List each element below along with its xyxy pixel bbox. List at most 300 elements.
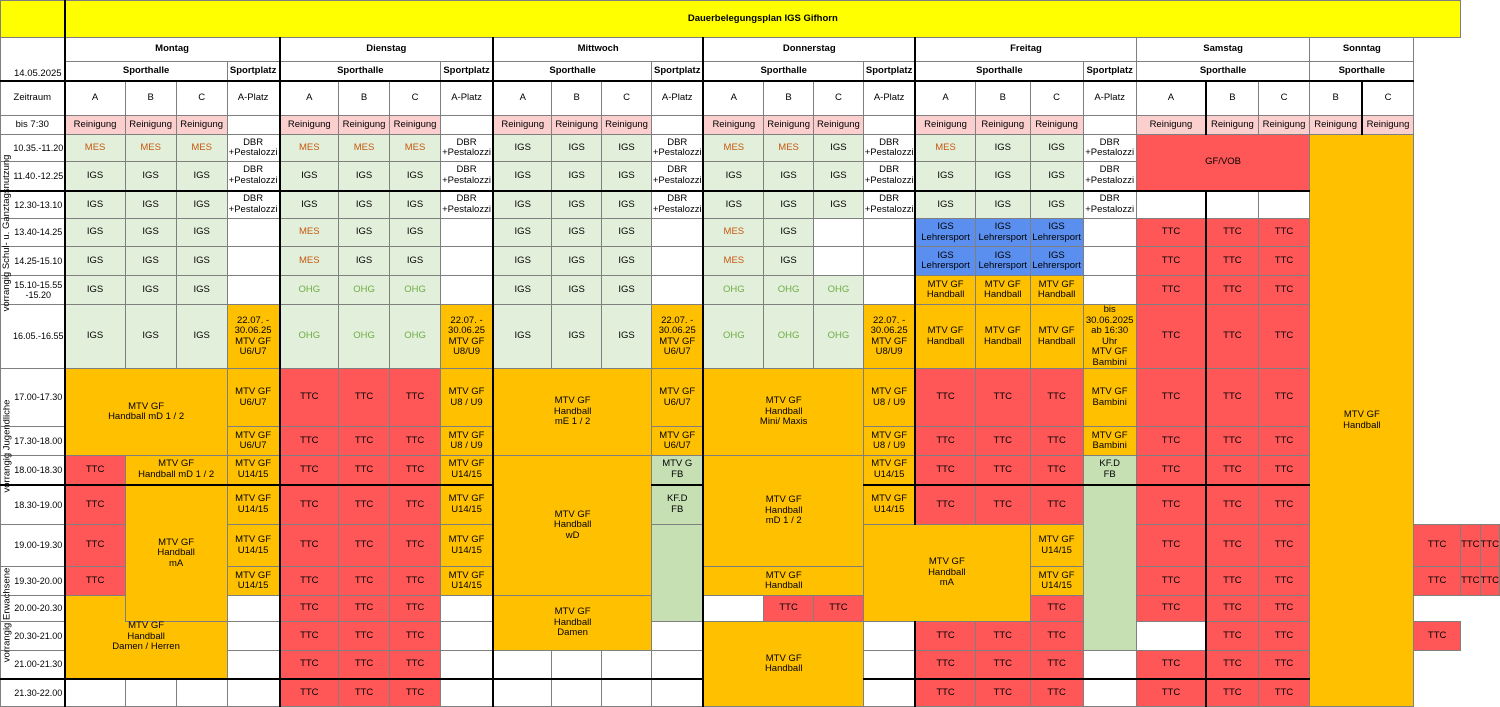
cell-mtv-u1415[interactable]: MTV GF U14/15 xyxy=(864,485,916,525)
day-dienstag[interactable]: Dienstag xyxy=(280,38,493,62)
cell-dbr[interactable]: DBR +Pestalozzi xyxy=(864,162,916,191)
cell-igs[interactable]: IGS xyxy=(339,247,390,276)
cell-mes[interactable]: MES xyxy=(703,135,764,162)
venue-sportplatz[interactable]: Sportplatz xyxy=(1083,62,1136,81)
reinigung-cell[interactable]: Reinigung xyxy=(1136,116,1206,135)
cell-igs[interactable]: IGS xyxy=(552,305,601,369)
cell-sportplatz-u8u9[interactable]: 22.07. - 30.06.25 MTV GF U8/U9 xyxy=(441,305,493,369)
cell-ttc[interactable]: TTC xyxy=(1136,427,1206,456)
cell-ttc[interactable]: TTC xyxy=(1258,369,1310,427)
cell-ttc[interactable]: TTC xyxy=(390,369,441,427)
cell-igs[interactable]: IGS xyxy=(390,191,441,219)
empty-cell[interactable] xyxy=(227,596,279,622)
cell-ttc[interactable]: TTC xyxy=(1030,679,1083,707)
cell-igs[interactable]: IGS xyxy=(176,219,227,247)
empty-cell[interactable] xyxy=(493,679,552,707)
cell-mes[interactable]: MES xyxy=(764,135,813,162)
time-bis730[interactable]: bis 7:30 xyxy=(1,116,65,135)
cell-igs[interactable]: IGS xyxy=(975,135,1030,162)
cell-ttc[interactable]: TTC xyxy=(1136,596,1206,622)
cell-gf-vob[interactable]: GF/VOB xyxy=(1136,135,1310,191)
reinigung-cell[interactable]: Reinigung xyxy=(552,116,601,135)
time-slot[interactable]: 14.25-15.10 xyxy=(1,247,65,276)
cell-igs[interactable]: IGS xyxy=(764,219,813,247)
cell-ttc[interactable]: TTC xyxy=(1258,247,1310,276)
cell-igs[interactable]: IGS xyxy=(125,247,176,276)
court-a[interactable]: A xyxy=(65,81,126,116)
reinigung-cell[interactable]: Reinigung xyxy=(493,116,552,135)
cell-ttc[interactable]: TTC xyxy=(915,427,975,456)
cell-igs[interactable]: IGS xyxy=(552,276,601,305)
cell-sportplatz-u6u7[interactable]: 22.07. - 30.06.25 MTV GF U6/U7 xyxy=(227,305,279,369)
cell-mtv-handball[interactable]: MTV GF Handball xyxy=(915,276,975,305)
court-c[interactable]: C xyxy=(1030,81,1083,116)
cell-mes[interactable]: MES xyxy=(390,135,441,162)
cell-igs[interactable]: IGS xyxy=(601,162,651,191)
cell-mes[interactable]: MES xyxy=(703,219,764,247)
empty-cell[interactable] xyxy=(552,651,601,679)
cell-ttc[interactable]: TTC xyxy=(390,596,441,622)
cell-mtv-u8u9[interactable]: MTV GF U8 / U9 xyxy=(441,369,493,427)
cell-mtv-u6u7[interactable]: MTV GF U6/U7 xyxy=(227,369,279,427)
reinigung-cell[interactable]: Reinigung xyxy=(176,116,227,135)
cell-igs[interactable]: IGS xyxy=(552,219,601,247)
empty-cell[interactable] xyxy=(601,651,651,679)
cell-dbr[interactable]: DBR +Pestalozzi xyxy=(652,135,704,162)
cell-igs-lehrersport[interactable]: IGS Lehrersport xyxy=(1030,219,1083,247)
cell-ttc[interactable]: TTC xyxy=(280,369,339,427)
cell-ttc[interactable]: TTC xyxy=(1258,567,1310,596)
cell-mtv-handball[interactable]: MTV GF Handball xyxy=(1030,305,1083,369)
cell-ttc[interactable]: TTC xyxy=(65,567,126,596)
court-aplatz[interactable]: A-Platz xyxy=(652,81,704,116)
empty-cell[interactable] xyxy=(441,596,493,622)
cell-ttc[interactable]: TTC xyxy=(1206,679,1258,707)
cell-ttc[interactable]: TTC xyxy=(339,651,390,679)
cell-mtv-u1415[interactable]: MTV GF U14/15 xyxy=(441,567,493,596)
venue-sportplatz[interactable]: Sportplatz xyxy=(227,62,279,81)
empty-cell[interactable] xyxy=(864,247,916,276)
court-a[interactable]: A xyxy=(703,81,764,116)
cell-ohg[interactable]: OHG xyxy=(280,305,339,369)
cell-ttc[interactable]: TTC xyxy=(1136,679,1206,707)
cell-ohg[interactable]: OHG xyxy=(703,276,764,305)
time-slot[interactable]: 15.10-15.55 -15.20 xyxy=(1,276,65,305)
reinigung-cell[interactable]: Reinigung xyxy=(915,116,975,135)
empty-cell[interactable] xyxy=(227,116,279,135)
empty-cell[interactable] xyxy=(864,276,916,305)
reinigung-cell[interactable]: Reinigung xyxy=(1258,116,1310,135)
cell-igs[interactable]: IGS xyxy=(552,135,601,162)
empty-cell[interactable] xyxy=(176,679,227,707)
day-samstag[interactable]: Samstag xyxy=(1136,38,1310,62)
cell-ttc[interactable]: TTC xyxy=(1206,305,1258,369)
cell-mes[interactable]: MES xyxy=(176,135,227,162)
cell-mtv-handball[interactable]: MTV GF Handball xyxy=(975,305,1030,369)
court-b[interactable]: B xyxy=(975,81,1030,116)
cell-ttc[interactable]: TTC xyxy=(1414,525,1461,567)
cell-kfd-fb[interactable]: KF.D FB xyxy=(1083,456,1136,485)
time-slot[interactable]: 20.30-21.00 xyxy=(1,622,65,651)
cell-dbr[interactable]: DBR +Pestalozzi xyxy=(441,135,493,162)
cell-mtv-u1415[interactable]: MTV GF U14/15 xyxy=(864,456,916,485)
cell-igs[interactable]: IGS xyxy=(1030,162,1083,191)
reinigung-cell[interactable]: Reinigung xyxy=(125,116,176,135)
cell-ohg[interactable]: OHG xyxy=(764,276,813,305)
time-slot[interactable]: 10.35.-11.20 xyxy=(1,135,65,162)
cell-ttc[interactable]: TTC xyxy=(1030,456,1083,485)
cell-mes[interactable]: MES xyxy=(65,135,126,162)
sheet-title[interactable]: Dauerbelegungsplan IGS Gifhorn xyxy=(65,1,1461,38)
time-slot[interactable]: 21.30-22.00 xyxy=(1,679,65,707)
cell-dbr[interactable]: DBR +Pestalozzi xyxy=(441,162,493,191)
cell-ttc[interactable]: TTC xyxy=(1206,369,1258,427)
cell-ttc[interactable]: TTC xyxy=(1258,305,1310,369)
cell-igs[interactable]: IGS xyxy=(176,247,227,276)
time-slot[interactable]: 17.00-17.30 xyxy=(1,369,65,427)
court-b[interactable]: B xyxy=(764,81,813,116)
cell-igs[interactable]: IGS xyxy=(915,162,975,191)
day-freitag[interactable]: Freitag xyxy=(915,38,1136,62)
zeitraum-label[interactable]: Zeitraum xyxy=(1,81,65,116)
empty-cell[interactable] xyxy=(864,219,916,247)
cell-ttc[interactable]: TTC xyxy=(1206,219,1258,247)
cell-igs[interactable]: IGS xyxy=(493,305,552,369)
cell-mtv-u6u7[interactable]: MTV GF U6/U7 xyxy=(652,427,704,456)
cell-ttc[interactable]: TTC xyxy=(1480,567,1499,596)
court-b[interactable]: B xyxy=(1310,81,1362,116)
empty-cell[interactable] xyxy=(1083,219,1136,247)
cell-igs[interactable]: IGS xyxy=(339,219,390,247)
cell-ttc[interactable]: TTC xyxy=(975,456,1030,485)
cell-do-md[interactable]: MTV GF Handball mD 1 / 2 xyxy=(703,456,863,567)
cell-ttc[interactable]: TTC xyxy=(764,596,813,622)
cell-dbr[interactable]: DBR +Pestalozzi xyxy=(1083,191,1136,219)
cell-igs-lehrersport[interactable]: IGS Lehrersport xyxy=(915,219,975,247)
cell-ttc[interactable]: TTC xyxy=(1136,276,1206,305)
reinigung-cell[interactable]: Reinigung xyxy=(339,116,390,135)
cell-igs[interactable]: IGS xyxy=(764,191,813,219)
court-b[interactable]: B xyxy=(552,81,601,116)
cell-ohg[interactable]: OHG xyxy=(390,276,441,305)
reinigung-cell[interactable]: Reinigung xyxy=(703,116,764,135)
cell-igs[interactable]: IGS xyxy=(339,191,390,219)
cell-igs[interactable]: IGS xyxy=(1030,191,1083,219)
cell-ttc[interactable]: TTC xyxy=(1136,525,1206,567)
cell-igs[interactable]: IGS xyxy=(703,191,764,219)
cell-igs-lehrersport[interactable]: IGS Lehrersport xyxy=(1030,247,1083,276)
cell-ohg[interactable]: OHG xyxy=(390,305,441,369)
cell-mi-damen[interactable]: MTV GF Handball Damen xyxy=(493,596,652,651)
cell-ohg[interactable]: OHG xyxy=(339,276,390,305)
cell-mtv-handball[interactable]: MTV GF Handball xyxy=(1030,276,1083,305)
cell-ttc[interactable]: TTC xyxy=(1258,276,1310,305)
cell-ttc[interactable]: TTC xyxy=(339,622,390,651)
cell-ttc[interactable]: TTC xyxy=(339,596,390,622)
court-a[interactable]: A xyxy=(493,81,552,116)
cell-ttc[interactable]: TTC xyxy=(280,567,339,596)
empty-cell[interactable] xyxy=(703,596,764,622)
cell-ttc[interactable]: TTC xyxy=(1030,369,1083,427)
cell-dbr[interactable]: DBR +Pestalozzi xyxy=(227,162,279,191)
cell-igs[interactable]: IGS xyxy=(764,247,813,276)
cell-ttc[interactable]: TTC xyxy=(280,525,339,567)
empty-cell[interactable] xyxy=(864,651,916,679)
court-a[interactable]: A xyxy=(915,81,975,116)
cell-ttc[interactable]: TTC xyxy=(339,456,390,485)
time-slot[interactable]: 19.00-19.30 xyxy=(1,525,65,567)
court-b[interactable]: B xyxy=(125,81,176,116)
time-slot[interactable]: 21.00-21.30 xyxy=(1,651,65,679)
cell-ttc[interactable]: TTC xyxy=(975,369,1030,427)
cell-ttc[interactable]: TTC xyxy=(390,485,441,525)
cell-mo-damen-herren[interactable]: MTV GF Handball Damen / Herren xyxy=(65,596,228,679)
cell-mes[interactable]: MES xyxy=(280,219,339,247)
cell-ttc[interactable]: TTC xyxy=(975,679,1030,707)
cell-ttc[interactable]: TTC xyxy=(915,485,975,525)
venue-sporthalle[interactable]: Sporthalle xyxy=(493,62,652,81)
empty-cell[interactable] xyxy=(601,679,651,707)
empty-cell[interactable] xyxy=(1083,679,1136,707)
cell-ttc[interactable]: TTC xyxy=(1480,525,1499,567)
cell-igs[interactable]: IGS xyxy=(601,219,651,247)
court-c[interactable]: C xyxy=(390,81,441,116)
cell-igs[interactable]: IGS xyxy=(65,191,126,219)
empty-cell[interactable] xyxy=(1083,247,1136,276)
time-slot[interactable]: 18.00-18.30 xyxy=(1,456,65,485)
empty-cell[interactable] xyxy=(652,276,704,305)
cell-ttc[interactable]: TTC xyxy=(1206,525,1258,567)
empty-cell[interactable] xyxy=(1083,651,1136,679)
cell-igs[interactable]: IGS xyxy=(601,191,651,219)
empty-cell[interactable] xyxy=(441,622,493,651)
day-donnerstag[interactable]: Donnerstag xyxy=(703,38,915,62)
cell-ttc[interactable]: TTC xyxy=(813,596,863,622)
cell-mtv-handball[interactable]: MTV GF Handball xyxy=(915,305,975,369)
empty-cell[interactable] xyxy=(227,622,279,651)
cell-igs[interactable]: IGS xyxy=(703,162,764,191)
venue-sporthalle[interactable]: Sporthalle xyxy=(280,62,441,81)
cell-igs[interactable]: IGS xyxy=(493,191,552,219)
empty-cell[interactable] xyxy=(441,276,493,305)
cell-igs[interactable]: IGS xyxy=(125,276,176,305)
empty-cell[interactable] xyxy=(441,247,493,276)
cell-ttc[interactable]: TTC xyxy=(1136,219,1206,247)
empty-cell[interactable] xyxy=(1258,191,1310,219)
cell-igs[interactable]: IGS xyxy=(552,191,601,219)
cell-ttc[interactable]: TTC xyxy=(915,651,975,679)
reinigung-cell[interactable]: Reinigung xyxy=(1310,116,1362,135)
empty-cell[interactable] xyxy=(864,679,916,707)
cell-mtv-u6u7[interactable]: MTV GF U6/U7 xyxy=(227,427,279,456)
cell-mtv-u1415[interactable]: MTV GF U14/15 xyxy=(227,456,279,485)
time-slot[interactable]: 18.30-19.00 xyxy=(1,485,65,525)
empty-cell[interactable] xyxy=(1206,191,1258,219)
cell-ttc[interactable]: TTC xyxy=(1206,651,1258,679)
cell-igs[interactable]: IGS xyxy=(125,219,176,247)
cell-ttc[interactable]: TTC xyxy=(1136,456,1206,485)
cell-ttc[interactable]: TTC xyxy=(1136,651,1206,679)
cell-ttc[interactable]: TTC xyxy=(1206,247,1258,276)
cell-mo-ma[interactable]: MTV GF Handball mA xyxy=(125,485,227,622)
cell-mtv-u6u7[interactable]: MTV GF U6/U7 xyxy=(652,369,704,427)
cell-igs[interactable]: IGS xyxy=(493,219,552,247)
cell-igs[interactable]: IGS xyxy=(552,162,601,191)
cell-ttc[interactable]: TTC xyxy=(1206,485,1258,525)
cell-ttc[interactable]: TTC xyxy=(1136,369,1206,427)
cell-mtv-u1415[interactable]: MTV GF U14/15 xyxy=(1030,567,1083,596)
court-c[interactable]: C xyxy=(813,81,863,116)
cell-ttc[interactable]: TTC xyxy=(1206,427,1258,456)
reinigung-cell[interactable]: Reinigung xyxy=(975,116,1030,135)
cell-ttc[interactable]: TTC xyxy=(1414,622,1461,651)
cell-ttc[interactable]: TTC xyxy=(915,622,975,651)
cell-ttc[interactable]: TTC xyxy=(1206,622,1258,651)
cell-ohg[interactable]: OHG xyxy=(280,276,339,305)
court-aplatz[interactable]: A-Platz xyxy=(864,81,916,116)
cell-igs[interactable]: IGS xyxy=(601,305,651,369)
court-a[interactable]: A xyxy=(280,81,339,116)
cell-mi-wd[interactable]: MTV GF Handball wD xyxy=(493,456,652,596)
cell-igs-lehrersport[interactable]: IGS Lehrersport xyxy=(915,247,975,276)
empty-cell[interactable] xyxy=(652,679,704,707)
cell-dbr[interactable]: DBR +Pestalozzi xyxy=(864,135,916,162)
empty-cell[interactable] xyxy=(441,219,493,247)
empty-cell[interactable] xyxy=(441,116,493,135)
cell-ttc[interactable]: TTC xyxy=(390,427,441,456)
cell-do-mini[interactable]: MTV GF Handball Mini/ Maxis xyxy=(703,369,863,456)
cell-igs[interactable]: IGS xyxy=(176,305,227,369)
cell-igs[interactable]: IGS xyxy=(280,162,339,191)
cell-sonntag-handball[interactable]: MTV GF Handball xyxy=(1310,135,1414,707)
empty-cell[interactable] xyxy=(652,247,704,276)
court-aplatz[interactable]: A-Platz xyxy=(227,81,279,116)
venue-sportplatz[interactable]: Sportplatz xyxy=(864,62,916,81)
time-slot[interactable]: 20.00-20.30 xyxy=(1,596,65,622)
cell-ttc[interactable]: TTC xyxy=(390,525,441,567)
cell-igs[interactable]: IGS xyxy=(176,276,227,305)
cell-mtv-bambini[interactable]: MTV GF Bambini xyxy=(1083,369,1136,427)
cell-igs[interactable]: IGS xyxy=(176,191,227,219)
empty-cell[interactable] xyxy=(864,116,916,135)
cell-igs[interactable]: IGS xyxy=(125,191,176,219)
cell-ttc[interactable]: TTC xyxy=(280,622,339,651)
cell-mtv-u1415[interactable]: MTV GF U14/15 xyxy=(441,456,493,485)
cell-dbr[interactable]: DBR +Pestalozzi xyxy=(441,191,493,219)
time-slot[interactable]: 13.40-14.25 xyxy=(1,219,65,247)
corner-cell[interactable] xyxy=(1,1,65,38)
cell-igs[interactable]: IGS xyxy=(813,191,863,219)
cell-igs[interactable]: IGS xyxy=(280,191,339,219)
cell-ttc[interactable]: TTC xyxy=(390,456,441,485)
court-b[interactable]: B xyxy=(339,81,390,116)
cell-igs[interactable]: IGS xyxy=(125,162,176,191)
court-c[interactable]: C xyxy=(176,81,227,116)
cell-ttc[interactable]: TTC xyxy=(339,567,390,596)
cell-mi-handball[interactable]: MTV GF Handball xyxy=(703,567,863,596)
cell-do-ma[interactable]: MTV GF Handball mA xyxy=(864,525,1031,622)
cell-ttc[interactable]: TTC xyxy=(280,456,339,485)
cell-mo-md[interactable]: MTV GF Handball mD 1 / 2 xyxy=(65,369,228,456)
cell-igs[interactable]: IGS xyxy=(125,305,176,369)
cell-mo-md2[interactable]: MTV GF Handball mD 1 / 2 xyxy=(125,456,227,485)
empty-cell[interactable] xyxy=(65,679,126,707)
cell-ttc[interactable]: TTC xyxy=(1258,622,1310,651)
cell-ttc[interactable]: TTC xyxy=(1258,456,1310,485)
reinigung-cell[interactable]: Reinigung xyxy=(65,116,126,135)
cell-ttc[interactable]: TTC xyxy=(975,651,1030,679)
empty-cell[interactable] xyxy=(1083,116,1136,135)
cell-dbr[interactable]: DBR +Pestalozzi xyxy=(864,191,916,219)
cell-mes[interactable]: MES xyxy=(280,135,339,162)
cell-ttc[interactable]: TTC xyxy=(1206,456,1258,485)
venue-sporthalle[interactable]: Sporthalle xyxy=(703,62,863,81)
cell-igs[interactable]: IGS xyxy=(65,305,126,369)
court-aplatz[interactable]: A-Platz xyxy=(1083,81,1136,116)
cell-ttc[interactable]: TTC xyxy=(65,456,126,485)
cell-ttc[interactable]: TTC xyxy=(65,525,126,567)
cell-ttc[interactable]: TTC xyxy=(280,485,339,525)
empty-cell[interactable] xyxy=(1083,276,1136,305)
empty-cell[interactable] xyxy=(1136,622,1206,651)
empty-cell[interactable] xyxy=(227,679,279,707)
cell-ttc[interactable]: TTC xyxy=(975,485,1030,525)
cell-igs[interactable]: IGS xyxy=(493,162,552,191)
cell-igs[interactable]: IGS xyxy=(764,162,813,191)
court-c[interactable]: C xyxy=(1258,81,1310,116)
venue-sportplatz[interactable]: Sportplatz xyxy=(441,62,493,81)
cell-mtv-u8u9[interactable]: MTV GF U8 / U9 xyxy=(441,427,493,456)
cell-ttc[interactable]: TTC xyxy=(1136,305,1206,369)
cell-ttc[interactable]: TTC xyxy=(915,456,975,485)
cell-ttc[interactable]: TTC xyxy=(390,622,441,651)
cell-igs[interactable]: IGS xyxy=(493,247,552,276)
time-slot[interactable]: 11.40.-12.25 xyxy=(1,162,65,191)
cell-igs[interactable]: IGS xyxy=(176,162,227,191)
empty-cell[interactable] xyxy=(652,651,704,679)
reinigung-cell[interactable]: Reinigung xyxy=(390,116,441,135)
reinigung-cell[interactable]: Reinigung xyxy=(764,116,813,135)
cell-mes[interactable]: MES xyxy=(339,135,390,162)
cell-ttc[interactable]: TTC xyxy=(915,369,975,427)
cell-dbr[interactable]: DBR +Pestalozzi xyxy=(652,191,704,219)
day-mittwoch[interactable]: Mittwoch xyxy=(493,38,703,62)
cell-igs[interactable]: IGS xyxy=(65,247,126,276)
cell-dbr[interactable]: DBR +Pestalozzi xyxy=(1083,135,1136,162)
cell-mes[interactable]: MES xyxy=(125,135,176,162)
cell-mtv-handball[interactable]: MTV GF Handball xyxy=(975,276,1030,305)
cell-mes[interactable]: MES xyxy=(915,135,975,162)
cell-ttc[interactable]: TTC xyxy=(280,427,339,456)
venue-sporthalle[interactable]: Sporthalle xyxy=(1136,62,1310,81)
cell-mtv-g-fb[interactable]: MTV G FB xyxy=(652,456,704,485)
cell-mes[interactable]: MES xyxy=(280,247,339,276)
empty-cell[interactable] xyxy=(813,247,863,276)
cell-sportplatz-u6u7[interactable]: 22.07. - 30.06.25 MTV GF U6/U7 xyxy=(652,305,704,369)
venue-sporthalle[interactable]: Sporthalle xyxy=(915,62,1083,81)
cell-igs[interactable]: IGS xyxy=(493,135,552,162)
cell-ttc[interactable]: TTC xyxy=(1258,485,1310,525)
cell-mtv-u1415[interactable]: MTV GF U14/15 xyxy=(441,485,493,525)
cell-ttc[interactable]: TTC xyxy=(1030,596,1083,622)
cell-ttc[interactable]: TTC xyxy=(339,525,390,567)
cell-ttc[interactable]: TTC xyxy=(1461,567,1480,596)
reinigung-cell[interactable]: Reinigung xyxy=(280,116,339,135)
cell-ttc[interactable]: TTC xyxy=(1258,651,1310,679)
empty-cell[interactable] xyxy=(864,622,916,651)
cell-dbr[interactable]: DBR +Pestalozzi xyxy=(1083,162,1136,191)
cell-igs[interactable]: IGS xyxy=(65,219,126,247)
